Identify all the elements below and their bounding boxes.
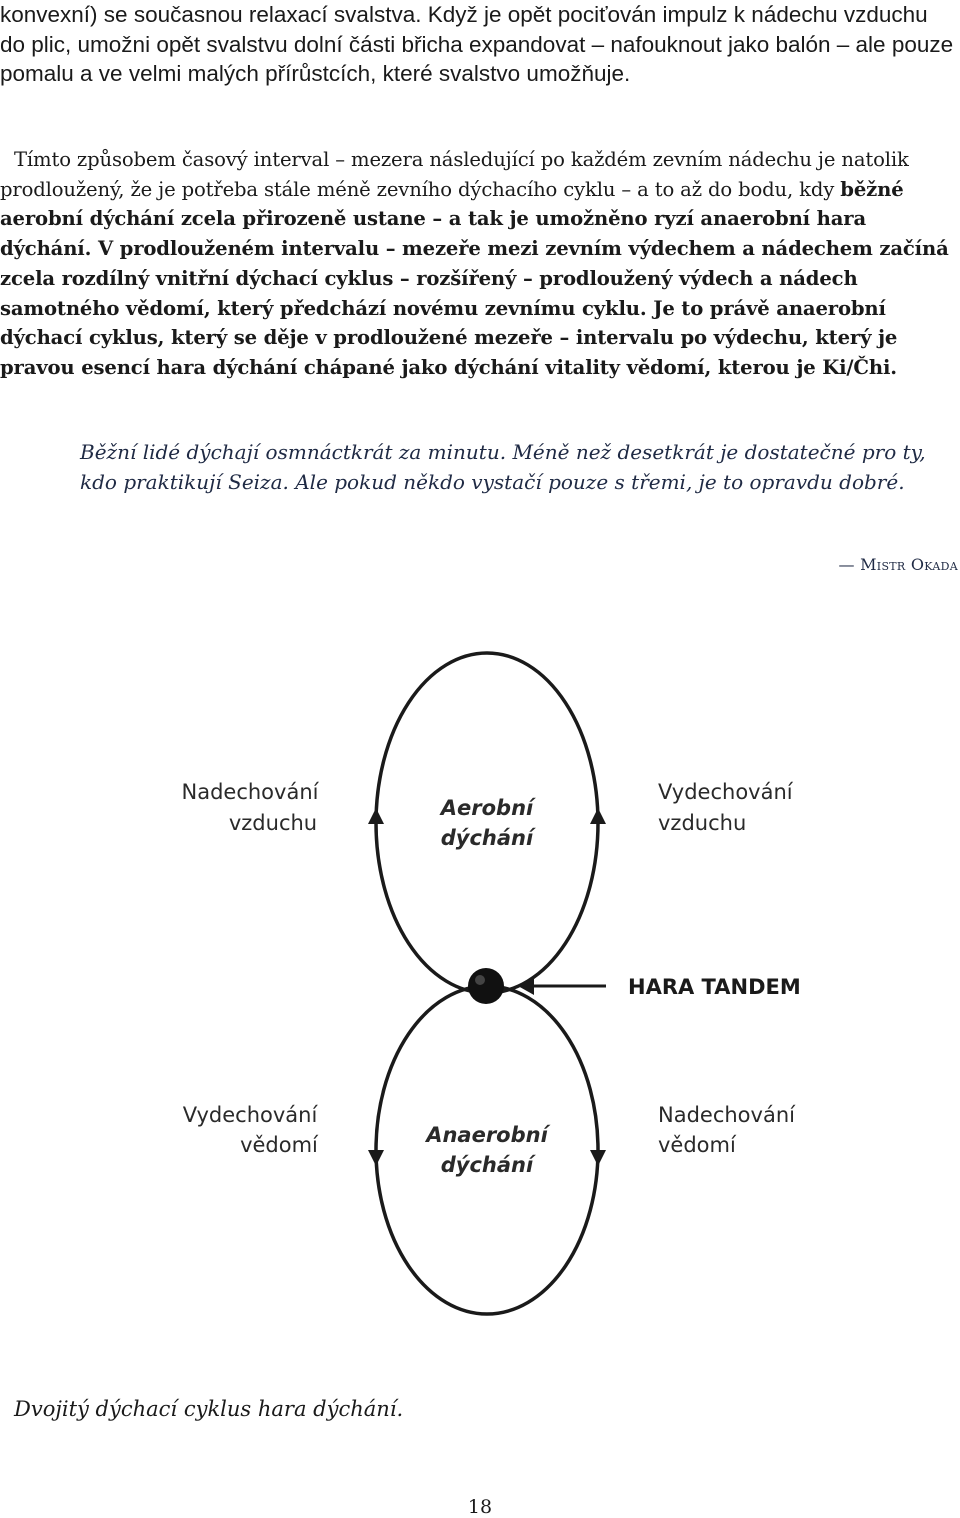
page-number: 18 — [467, 1496, 493, 1518]
bottom-center-label-2: dýchání — [440, 1153, 534, 1177]
quote-text: Běžní lidé dýchají osmnáctkrát za minutu. Méně než desetkrát je dostatečné pro ty, kdo praktikují Seiza. Ale pokud někdo vystačí pouze s třemi, je to opravdu dobré. — [80, 440, 926, 494]
figure-caption: Dvojitý dýchací cyklus hara dýchání. — [14, 1397, 404, 1421]
top-right-label-1: Vydechování — [658, 780, 793, 804]
bottom-center-label-1: Anaerobní — [426, 1123, 548, 1147]
paragraph-continuation: konvexní) se současnou relaxací svalstva. Když je opět pociťován impulz k nádechu vzduchu do plic, umožni opět svalstvu dolní části břicha expandovat – nafouknout jako balón – ale pouze pomalu a ve velmi malých přírůstcích, které svalstvo umožňuje. — [0, 2, 954, 86]
bottom-right-label-1: Nadechování — [658, 1103, 795, 1127]
hara-tandem-label: HARA TANDEM — [628, 975, 801, 999]
lower-cycle-ellipse — [376, 986, 598, 1314]
paragraph-main-bold: běžné aerobní dýchání zcela přirozeně ustane – a tak je umožněno ryzí anaerobní hara dýchání. V prodlouženém intervalu – mezeře mezi zevním výdechem a nádechem začíná zcela rozdílný vnitřní dýchací cyklus – rozšířený – prodloužený výdech a nádech samotného vědomí, který předchází novému zevnímu cyklu. Je to právě anaerobní dýchací cyklus, který se děje v prodloužené mezeře – intervalu po výdechu, který je pravou esencí hara dýchání chápané jako dýchání vitality vědomí, kterou je Ki/Čhi. — [0, 177, 949, 379]
top-right-label-2: vzduchu — [658, 811, 747, 835]
bottom-left-label-2: vědomí — [240, 1133, 318, 1157]
top-left-label-1: Nadechování — [181, 780, 319, 804]
quote-attribution: — Mistr Okada — [838, 555, 958, 574]
bottom-left-label-1: Vydechování — [182, 1103, 318, 1127]
hara-point-icon — [468, 968, 504, 1004]
upper-cycle-ellipse — [376, 653, 598, 993]
top-center-label-2: dýchání — [440, 826, 534, 850]
bottom-right-label-2: vědomí — [658, 1133, 736, 1157]
paragraph-main — [0, 145, 958, 383]
breathing-cycle-diagram — [0, 640, 960, 1370]
top-center-label-1: Aerobní — [440, 796, 534, 820]
top-left-label-2: vzduchu — [228, 811, 318, 835]
upper-right-arrow-icon — [590, 808, 606, 824]
lower-right-arrow-icon — [590, 1150, 606, 1166]
lower-left-arrow-icon — [368, 1150, 384, 1166]
paragraph-main-regular: Tímto způsobem časový interval – mezera následující po každém zevním nádechu je natolik prodloužený, že je potřeba stále méně zevního dýchacího cyklu – a to až do bodu, kdy — [0, 148, 909, 201]
hara-point-highlight — [475, 975, 485, 985]
upper-left-arrow-icon — [368, 808, 384, 824]
